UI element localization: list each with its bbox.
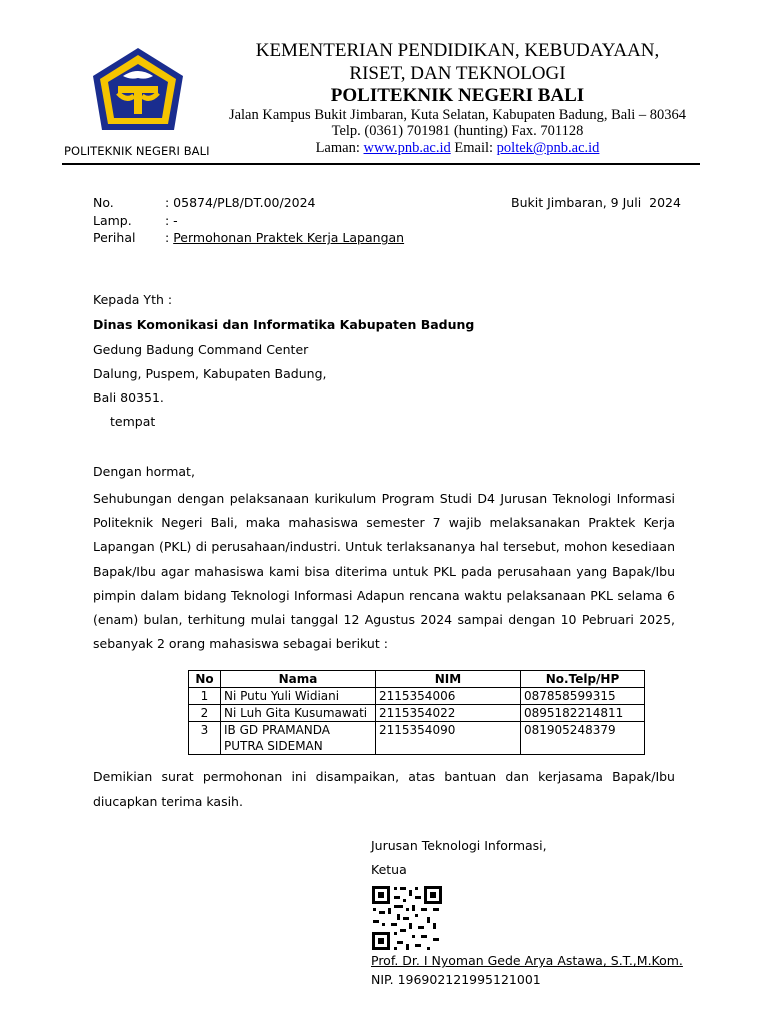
cell-nim: 2115354090: [376, 722, 521, 755]
logo-caption: POLITEKNIK NEGERI BALI: [64, 144, 210, 158]
table-row: [189, 688, 645, 705]
place-date: Bukit Jimbaran, 9 Juli 2024: [511, 195, 681, 210]
cell-nama: Ni Putu Yuli Widiani: [221, 688, 376, 705]
signatory-name: Prof. Dr. I Nyoman Gede Arya Astawa, S.T.,M.Kom.: [371, 953, 683, 968]
phone: Telp. (0361) 701981 (hunting) Fax. 701128: [331, 123, 584, 139]
cell-telp: 081905248379: [521, 722, 645, 755]
pnb-emblem-icon: [88, 46, 188, 142]
closing-paragraph: Demikian surat permohonan ini disampaikan, atas bantuan dan kerjasama Bapak/Ibu diucapkan terima kasih.: [93, 769, 675, 809]
perihal-colon: :: [165, 230, 174, 245]
table-header-row: [189, 671, 645, 688]
qr-code-icon: [371, 885, 443, 951]
cell-telp: 0895182214811: [521, 705, 645, 722]
cell-nim: 2115354006: [376, 688, 521, 705]
website-label: Laman:: [315, 140, 360, 156]
lamp-label: Lamp.: [93, 213, 132, 228]
institution-logo: [88, 46, 188, 142]
cell-nama: IB GD PRAMANDA PUTRA SIDEMAN: [221, 722, 376, 755]
table-row: [189, 705, 645, 722]
recipient-line-1: Gedung Badung Command Center: [93, 342, 309, 357]
cell-nama: Ni Luh Gita Kusumawati: [221, 705, 376, 722]
student-table: [188, 670, 645, 755]
recipient-line-3: Bali 80351.: [93, 390, 164, 405]
contact-line: [200, 140, 715, 157]
cell-no: 1: [189, 688, 221, 705]
recipient-name: Dinas Komonikasi dan Informatika Kabupaten Badung: [93, 317, 475, 332]
signature-department: Jurusan Teknologi Informasi,: [371, 838, 547, 853]
th-nim: NIM: [376, 671, 521, 688]
salutation: Kepada Yth :: [93, 292, 173, 307]
letterhead-divider: [62, 163, 700, 165]
email-label: Email:: [454, 140, 494, 156]
signature-position: Ketua: [371, 862, 407, 877]
cell-telp: 087858599315: [521, 688, 645, 705]
institution-name: POLITEKNIK NEGERI BALI: [330, 85, 585, 106]
no-value: : 05874/PL8/DT.00/2024: [165, 195, 316, 210]
qr-code: [371, 885, 443, 951]
perihal-value: Permohonan Praktek Kerja Lapangan: [173, 230, 405, 245]
cell-nim: 2115354022: [376, 705, 521, 722]
body-paragraph: Sehubungan dengan pelaksanaan kurikulum Program Studi D4 Jurusan Teknologi Informasi Politeknik Negeri Bali, maka mahasiswa semester 7 wajib melaksanakan Praktek Kerja Lapangan (PKL) di perusahaan/industri. Untuk terlaksananya hal tersebut, mohon kesediaan Bapak/Ibu agar mahasiswa kami bisa diterima untuk PKL pada perusahaan yang Bapak/Ibu pimpin dalam bidang Teknologi Informasi Adapun rencana waktu pelaksanaan PKL selama 6 (enam) bulan, terhitung mulai tanggal 12 Agustus 2024 sampai dengan 10 Pebruari 2025, sebanyak 2 orang mahasiswa sebagai berikut :: [93, 491, 675, 652]
no-label: No.: [93, 195, 114, 210]
ministry-line-2: RISET, DAN TEKNOLOGI: [349, 63, 566, 84]
perihal-line: [165, 230, 404, 245]
table-row: [189, 722, 645, 755]
th-nama: Nama: [221, 671, 376, 688]
signatory-nip: NIP. 196902121995121001: [371, 972, 541, 987]
student-table-wrap: [188, 670, 645, 755]
recipient-tempat: tempat: [110, 414, 156, 429]
lamp-value: : -: [165, 213, 178, 228]
recipient-line-2: Dalung, Puspem, Kabupaten Badung,: [93, 366, 327, 381]
ministry-line-1: KEMENTERIAN PENDIDIKAN, KEBUDAYAAN,: [255, 40, 660, 61]
cell-no: 3: [189, 722, 221, 755]
email-link[interactable]: poltek@pnb.ac.id: [496, 140, 600, 156]
website-link[interactable]: www.pnb.ac.id: [363, 140, 451, 156]
th-no: No: [189, 671, 221, 688]
address: Jalan Kampus Bukit Jimbaran, Kuta Selatan, Kabupaten Badung, Bali – 80364: [228, 107, 687, 123]
cell-no: 2: [189, 705, 221, 722]
greeting: Dengan hormat,: [93, 464, 195, 479]
th-telp: No.Telp/HP: [521, 671, 645, 688]
perihal-label: Perihal: [93, 230, 136, 245]
